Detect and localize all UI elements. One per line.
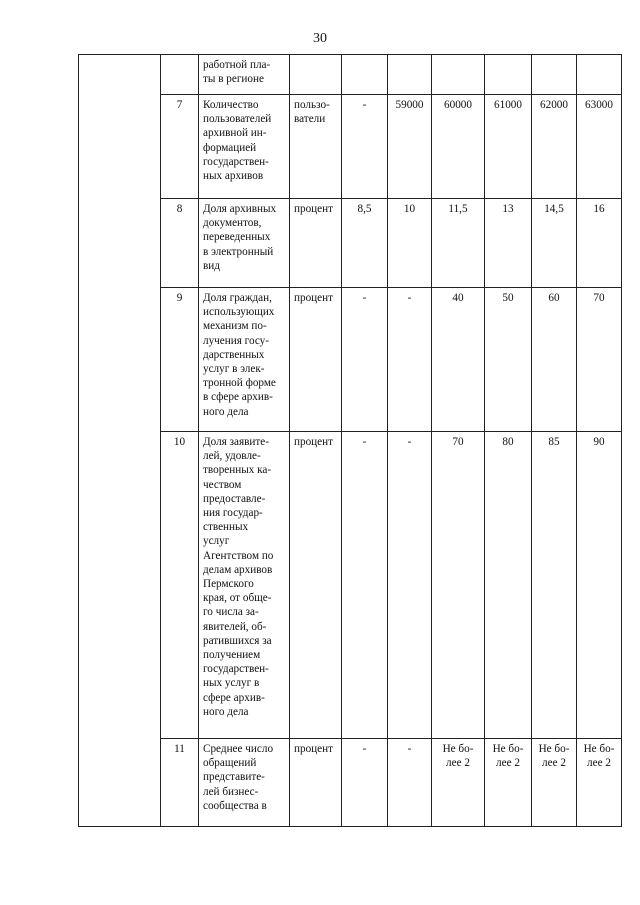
indicator-name: Доля граждан, использующих механизм по- лучения госу- дарственных услуг в элек- тронной форме в сфере архив- ного дела (199, 288, 290, 432)
value-cell: 90 (577, 432, 622, 739)
unit-cell: пользо- ватели (290, 95, 342, 199)
value-cell (342, 55, 388, 95)
value-cell: 13 (485, 199, 532, 288)
value-cell: 14,5 (532, 199, 577, 288)
indicator-name: Доля архивных документов, переведенных в электронный вид (199, 199, 290, 288)
unit-cell: процент (290, 288, 342, 432)
table-row (79, 739, 622, 827)
value-cell: - (342, 288, 388, 432)
row-number: 11 (161, 739, 199, 827)
unit-cell: процент (290, 199, 342, 288)
value-cell: Не бо- лее 2 (432, 739, 485, 827)
value-cell: 10 (388, 199, 432, 288)
unit-cell: процент (290, 432, 342, 739)
value-cell: 61000 (485, 95, 532, 199)
value-cell: 70 (432, 432, 485, 739)
value-cell (432, 55, 485, 95)
row-number: 8 (161, 199, 199, 288)
value-cell: 8,5 (342, 199, 388, 288)
value-cell: - (342, 739, 388, 827)
unit-cell (290, 55, 342, 95)
row-number: 7 (161, 95, 199, 199)
value-cell: 16 (577, 199, 622, 288)
indicator-name: Среднее число обращений представите- лей бизнес- сообщества в (199, 739, 290, 827)
value-cell: - (342, 432, 388, 739)
row-number (161, 55, 199, 95)
page-number: 30 (313, 31, 327, 46)
blank-left-column (79, 55, 161, 827)
unit-cell: процент (290, 739, 342, 827)
table-row (79, 55, 622, 95)
value-cell: 60000 (432, 95, 485, 199)
value-cell: 80 (485, 432, 532, 739)
value-cell: 11,5 (432, 199, 485, 288)
row-number: 9 (161, 288, 199, 432)
value-cell (485, 55, 532, 95)
value-cell: Не бо- лее 2 (485, 739, 532, 827)
value-cell: - (342, 95, 388, 199)
value-cell (532, 55, 577, 95)
value-cell (388, 55, 432, 95)
value-cell: Не бо- лее 2 (577, 739, 622, 827)
table-row (79, 432, 622, 739)
row-number: 10 (161, 432, 199, 739)
value-cell: - (388, 432, 432, 739)
value-cell (577, 55, 622, 95)
value-cell: - (388, 739, 432, 827)
value-cell: 59000 (388, 95, 432, 199)
value-cell: 40 (432, 288, 485, 432)
value-cell: 85 (532, 432, 577, 739)
value-cell: 63000 (577, 95, 622, 199)
table-row (79, 288, 622, 432)
table-row (79, 199, 622, 288)
indicator-name: работной пла- ты в регионе (199, 55, 290, 95)
indicators-table (78, 54, 622, 827)
value-cell: 62000 (532, 95, 577, 199)
value-cell: - (388, 288, 432, 432)
value-cell: 60 (532, 288, 577, 432)
table-row (79, 95, 622, 199)
value-cell: 50 (485, 288, 532, 432)
value-cell: Не бо- лее 2 (532, 739, 577, 827)
value-cell: 70 (577, 288, 622, 432)
indicator-name: Доля заявите- лей, удовле- творенных ка- чеством предоставле- ния государ- ственных услуг Агентством по делам архивов Пермского края, от обще- го числа за- явителей, об- ратившихся за получением государствен- ных услуг в сфере архив- ного дела (199, 432, 290, 739)
indicator-name: Количество пользователей архивной ин- формацией государствен- ных архивов (199, 95, 290, 199)
